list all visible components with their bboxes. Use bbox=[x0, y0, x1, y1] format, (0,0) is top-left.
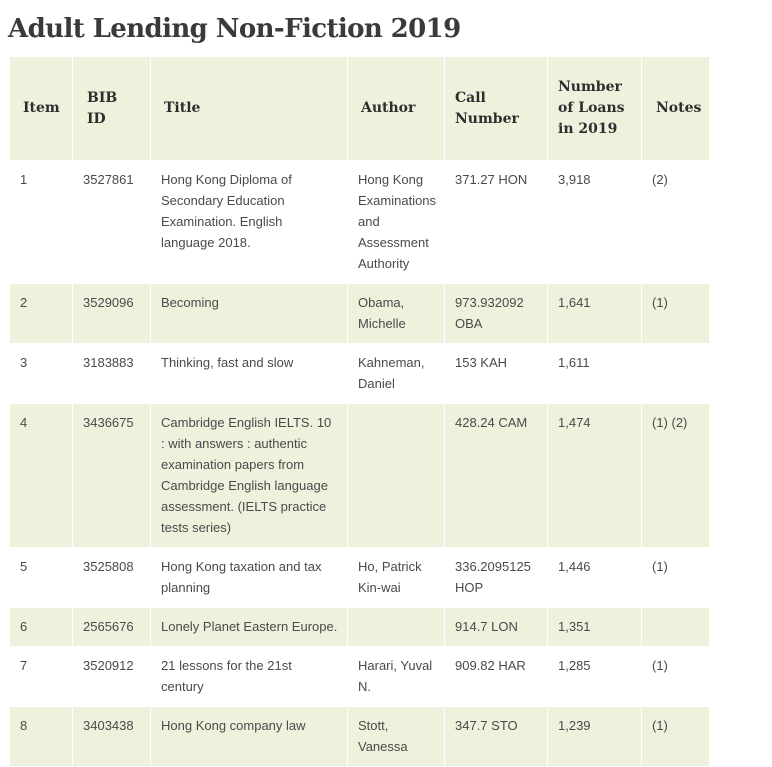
author-cell: Kahneman, Daniel bbox=[348, 344, 445, 404]
item-cell: 7 bbox=[10, 647, 73, 707]
column-header-bib-id: BIB ID bbox=[73, 57, 151, 161]
bib-id-cell: 3183883 bbox=[73, 344, 151, 404]
table-row bbox=[10, 284, 710, 344]
notes-cell: (1) bbox=[642, 548, 710, 608]
loans-cell: 3,918 bbox=[548, 161, 642, 284]
author-cell: Hong Kong Examinations and Assessment Authority bbox=[348, 161, 445, 284]
call-number-cell: 973.932092 OBA bbox=[445, 284, 548, 344]
title-cell: Hong Kong taxation and tax planning bbox=[151, 548, 348, 608]
bib-id-cell: 3520912 bbox=[73, 647, 151, 707]
table-row bbox=[10, 344, 710, 404]
title-cell: Becoming bbox=[151, 284, 348, 344]
loans-cell: 1,474 bbox=[548, 404, 642, 548]
item-cell: 3 bbox=[10, 344, 73, 404]
table-row bbox=[10, 647, 710, 707]
call-number-cell: 347.7 STO bbox=[445, 707, 548, 767]
title-cell: Hong Kong company law bbox=[151, 707, 348, 767]
author-cell: Stott, Vanessa bbox=[348, 707, 445, 767]
item-cell: 6 bbox=[10, 608, 73, 647]
title-cell: Lonely Planet Eastern Europe. bbox=[151, 608, 348, 647]
notes-cell: (1) (2) bbox=[642, 404, 710, 548]
table-row bbox=[10, 161, 710, 284]
title-cell: Thinking, fast and slow bbox=[151, 344, 348, 404]
header-row bbox=[10, 57, 710, 161]
page-title: Adult Lending Non-Fiction 2019 bbox=[8, 14, 461, 44]
notes-cell bbox=[642, 344, 710, 404]
notes-cell bbox=[642, 608, 710, 647]
author-cell: Obama, Michelle bbox=[348, 284, 445, 344]
call-number-cell: 371.27 HON bbox=[445, 161, 548, 284]
loans-cell: 1,446 bbox=[548, 548, 642, 608]
item-cell: 4 bbox=[10, 404, 73, 548]
notes-cell: (2) bbox=[642, 161, 710, 284]
title-cell: Hong Kong Diploma of Secondary Education Examination. English language 2018. bbox=[151, 161, 348, 284]
title-cell: Cambridge English IELTS. 10 : with answers : authentic examination papers from Cambridge English language assessment. (IELTS practice tests series) bbox=[151, 404, 348, 548]
bib-id-cell: 3403438 bbox=[73, 707, 151, 767]
author-cell: Harari, Yuval N. bbox=[348, 647, 445, 707]
column-header-notes: Notes bbox=[642, 57, 710, 161]
notes-cell: (1) bbox=[642, 647, 710, 707]
column-header-item: Item bbox=[10, 57, 73, 161]
call-number-cell: 914.7 LON bbox=[445, 608, 548, 647]
loans-cell: 1,351 bbox=[548, 608, 642, 647]
bib-id-cell: 3525808 bbox=[73, 548, 151, 608]
item-cell: 2 bbox=[10, 284, 73, 344]
title-cell: 21 lessons for the 21st century bbox=[151, 647, 348, 707]
loans-cell: 1,285 bbox=[548, 647, 642, 707]
loans-cell: 1,611 bbox=[548, 344, 642, 404]
table-row bbox=[10, 608, 710, 647]
bib-id-cell: 3529096 bbox=[73, 284, 151, 344]
author-cell bbox=[348, 404, 445, 548]
bib-id-cell: 3436675 bbox=[73, 404, 151, 548]
table-row bbox=[10, 404, 710, 548]
notes-cell: (1) bbox=[642, 707, 710, 767]
item-cell: 5 bbox=[10, 548, 73, 608]
loans-cell: 1,641 bbox=[548, 284, 642, 344]
call-number-cell: 153 KAH bbox=[445, 344, 548, 404]
table-row bbox=[10, 548, 710, 608]
call-number-cell: 909.82 HAR bbox=[445, 647, 548, 707]
bib-id-cell: 2565676 bbox=[73, 608, 151, 647]
item-cell: 8 bbox=[10, 707, 73, 767]
notes-cell: (1) bbox=[642, 284, 710, 344]
column-header-title: Title bbox=[151, 57, 348, 161]
call-number-cell: 336.2095125 HOP bbox=[445, 548, 548, 608]
column-header-author: Author bbox=[348, 57, 445, 161]
loans-cell: 1,239 bbox=[548, 707, 642, 767]
author-cell: Ho, Patrick Kin-wai bbox=[348, 548, 445, 608]
call-number-cell: 428.24 CAM bbox=[445, 404, 548, 548]
author-cell bbox=[348, 608, 445, 647]
loans-table bbox=[10, 57, 710, 767]
bib-id-cell: 3527861 bbox=[73, 161, 151, 284]
column-header-call-number: Call Number bbox=[445, 57, 548, 161]
table-row bbox=[10, 707, 710, 767]
column-header-loans: Number of Loans in 2019 bbox=[548, 57, 642, 161]
item-cell: 1 bbox=[10, 161, 73, 284]
